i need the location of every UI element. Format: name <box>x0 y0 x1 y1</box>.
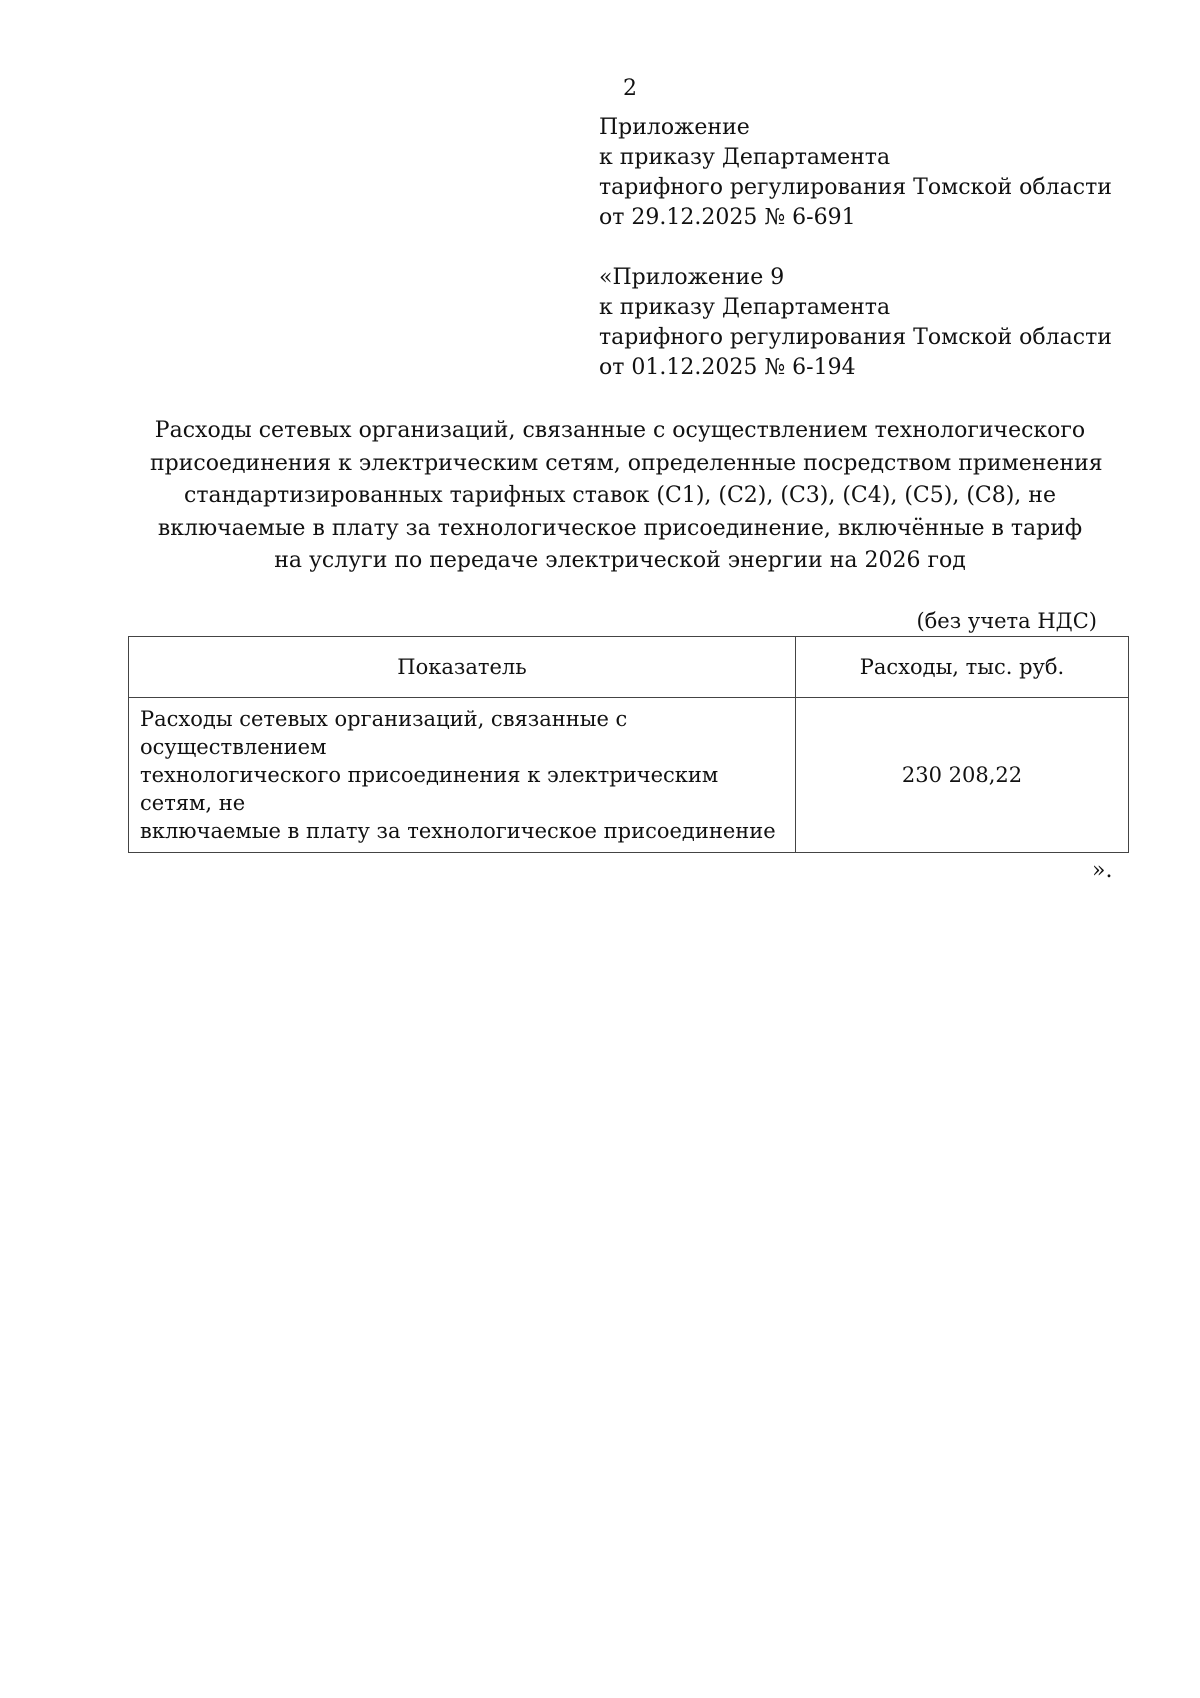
appendix-header <box>599 113 1112 233</box>
page-number: 2 <box>623 76 637 101</box>
indicator-cell <box>129 698 796 853</box>
title-line: включаемые в плату за технологическое присоединение, включённые в тариф <box>157 515 1083 541</box>
indicator-line: включаемые в плату за технологическое присоединение <box>140 819 776 843</box>
header-indicator: Показатель <box>129 637 796 698</box>
table-row <box>129 698 1129 853</box>
amended-appendix-header <box>599 263 1112 383</box>
indicator-line: технологического присоединения к электрическим сетям, не <box>140 763 719 815</box>
amended-appendix-line: тарифного регулирования Томской области <box>599 325 1112 350</box>
vat-note: (без учета НДС) <box>916 609 1097 633</box>
amended-appendix-line: от 01.12.2025 № 6-194 <box>599 355 856 380</box>
document-title <box>150 415 1103 578</box>
title-line: на услуги по передаче электрической энергии на 2026 год <box>274 548 966 573</box>
closing-quote: ». <box>1092 858 1113 883</box>
header-costs: Расходы, тыс. руб. <box>796 637 1129 698</box>
appendix-header-line: от 29.12.2025 № 6-691 <box>599 205 856 230</box>
appendix-header-line: Приложение <box>599 115 750 140</box>
costs-table <box>128 636 1129 853</box>
table-header-row <box>129 637 1129 698</box>
title-line: Расходы сетевых организаций, связанные с осуществлением технологического <box>154 418 1086 443</box>
indicator-line: Расходы сетевых организаций, связанные с осуществлением <box>140 707 628 759</box>
amended-appendix-line: «Приложение 9 <box>599 265 785 290</box>
amended-appendix-line: к приказу Департамента <box>599 295 891 320</box>
title-line: стандартизированных тарифных ставок (С1), (С2), (С3), (С4), (С5), (С8), не <box>184 483 1056 508</box>
title-line: присоединения к электрическим сетям, определенные посредством применения <box>150 450 1103 476</box>
costs-value-cell: 230 208,22 <box>796 698 1129 853</box>
appendix-header-line: тарифного регулирования Томской области <box>599 175 1112 200</box>
appendix-header-line: к приказу Департамента <box>599 145 891 170</box>
